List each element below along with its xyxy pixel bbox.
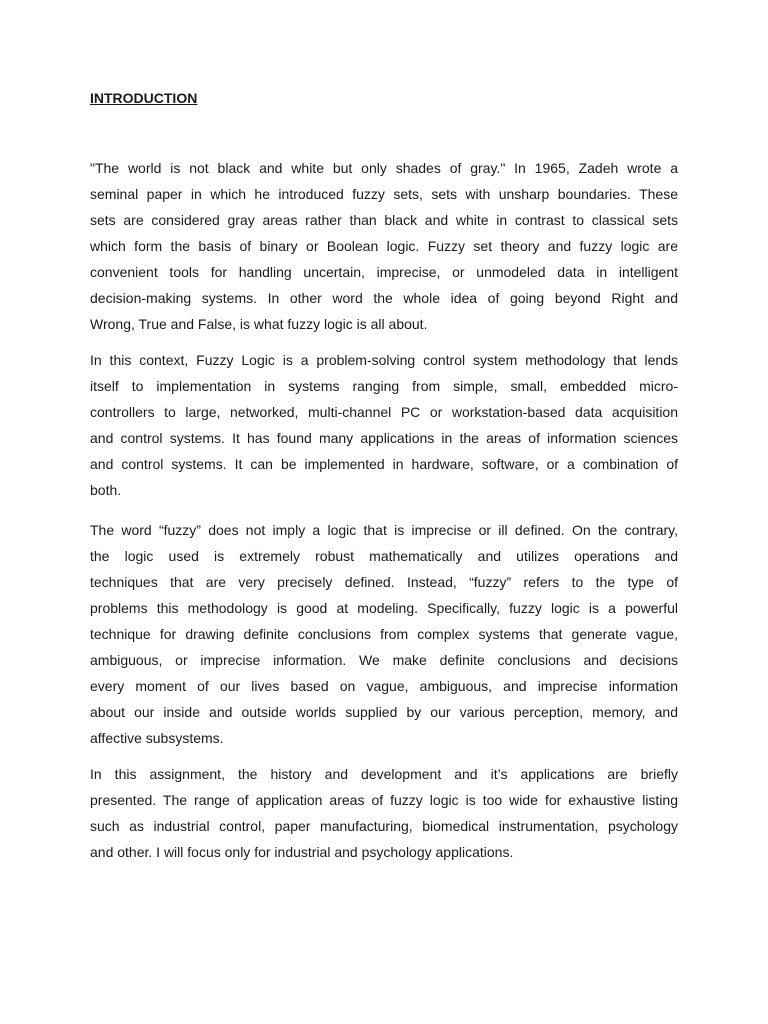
paragraph-4: [90, 761, 678, 865]
paragraph-2: [90, 347, 678, 503]
text-line: both.: [90, 482, 122, 498]
document-page: [90, 88, 678, 875]
paragraph-3: [90, 517, 678, 751]
text-line: about our inside and outside worlds supplied by our various perception, memory, and: [90, 704, 678, 720]
text-line: affective subsystems.: [90, 730, 224, 746]
text-line: the logic used is extremely robust mathematically and utilizes operations and: [90, 548, 678, 564]
text-line: techniques that are very precisely defined. Instead, “fuzzy” refers to the type of: [90, 574, 678, 590]
text-line: convenient tools for handling uncertain, imprecise, or unmodeled data in intelligent: [90, 264, 678, 280]
text-line: and control systems. It can be implemented in hardware, software, or a combination of: [90, 456, 678, 472]
paragraph-1: [90, 155, 678, 337]
text-line: seminal paper in which he introduced fuzzy sets, sets with unsharp boundaries. These: [90, 186, 678, 202]
text-line: ambiguous, or imprecise information. We make definite conclusions and decisions: [90, 652, 678, 668]
text-line: technique for drawing definite conclusions from complex systems that generate vague,: [90, 626, 678, 642]
text-line: every moment of our lives based on vague, ambiguous, and imprecise information: [90, 678, 678, 694]
text-line: The word “fuzzy” does not imply a logic that is imprecise or ill defined. On the contrary,: [90, 522, 678, 538]
text-line: and control systems. It has found many applications in the areas of information sciences: [90, 430, 678, 446]
text-line: "The world is not black and white but only shades of gray." In 1965, Zadeh wrote a: [90, 160, 678, 176]
text-line: and other. I will focus only for industrial and psychology applications.: [90, 844, 514, 860]
text-line: controllers to large, networked, multi-channel PC or workstation-based data acquisition: [90, 404, 678, 420]
text-line: sets are considered gray areas rather than black and white in contrast to classical sets: [90, 212, 678, 228]
text-line: presented. The range of application areas of fuzzy logic is too wide for exhaustive listing: [90, 792, 678, 808]
text-line: decision-making systems. In other word the whole idea of going beyond Right and: [90, 290, 678, 306]
text-line: In this context, Fuzzy Logic is a problem-solving control system methodology that lends: [90, 352, 678, 368]
text-line: problems this methodology is good at modeling. Specifically, fuzzy logic is a powerful: [90, 600, 678, 616]
section-heading: INTRODUCTION: [90, 90, 198, 106]
text-line: itself to implementation in systems ranging from simple, small, embedded micro-: [90, 378, 678, 394]
text-line: which form the basis of binary or Boolean logic. Fuzzy set theory and fuzzy logic are: [90, 238, 678, 254]
text-line: Wrong, True and False, is what fuzzy logic is all about.: [90, 316, 428, 332]
text-line: In this assignment, the history and development and it’s applications are briefly: [90, 766, 678, 782]
text-line: such as industrial control, paper manufacturing, biomedical instrumentation, psychology: [90, 818, 678, 834]
